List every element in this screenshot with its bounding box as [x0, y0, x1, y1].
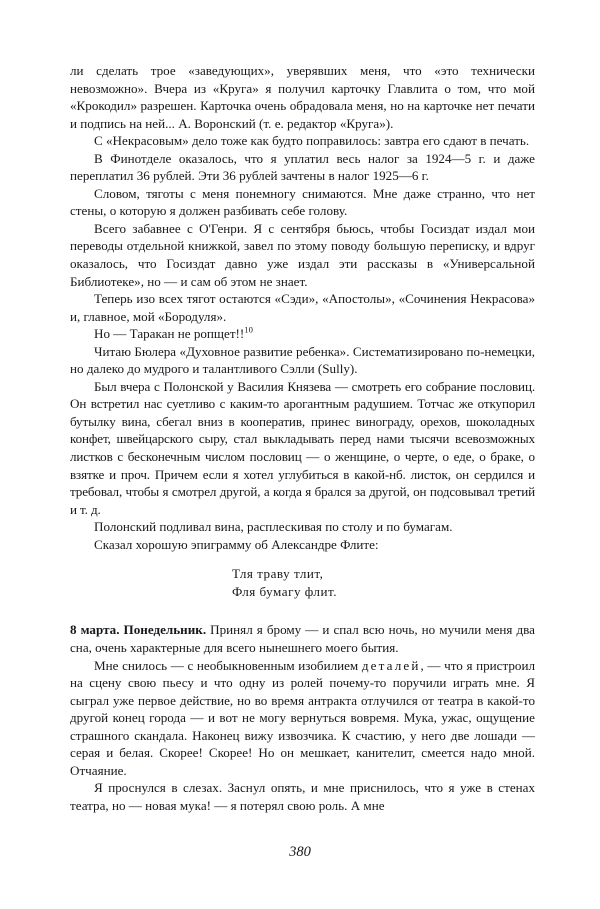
paragraph-knyazev: Был вчера с Полонской у Василия Князева — смотреть его собрание пословиц. Он встретил нас суетливо с каким-то арогантным радушием. Тотчас же откупорил бутылку вина, сбегал вниз в кооператив, принес винограду, орехов, шоколадных конфет, швейцарского сыру, стал выкладывать перед нами тысячи всевозможных листков с бесконечным числом пословиц — о женщине, о черте, о еде, о браке, о взятке и проч. Причем если я хотел углубиться в какой-нб. листок, он сердился и требовал, чтобы я смотрел другой, а когда я брался за другой, он подсовывал третий и т. д.: [70, 378, 535, 517]
entry-date-heading: 8 марта. Понедельник.: [70, 622, 207, 638]
paragraph-tarakan: [70, 325, 535, 343]
paragraph-tyagoty: Словом, тяготы с меня понемногу снимаются. Мне даже странно, что нет стены, о которую я должен разбивать себе голову.: [70, 185, 535, 219]
dream-text-after-emphasis: , — что я пристроил на сцену свою пьесу и что одну из ролей почему-то поручили играть мне. Я сыграл уже первое действие, но во время антракта отлучился от театра в какой-то другой конец города — и вот не могу вернуться вовремя. Мука, ужас, ощущение страшного скандала. Наконец вижу извозчика. К счастию, у него две лошади — серая и белая. Скорее! Скорее! Но он мешкает, канителит, смеется надо мной. Отчаяние.: [70, 657, 535, 778]
diary-entry-8-march: [70, 621, 535, 656]
page-text-block: [70, 62, 535, 814]
footnote-reference-10[interactable]: 10: [244, 324, 253, 335]
epigram-block: [70, 553, 535, 600]
epigram-line-1: Тля траву тлит,: [232, 566, 324, 582]
page-number: 380: [289, 844, 311, 860]
paragraph-zaveduyushchih: ли сделать трое «заведующих», уверявших меня, что «это технически невозможно». Вчера из «Круга» я получил карточку Главлита о том, что мой «Крокодил» разрешен. Карточка очень обрадовала меня, но на карточке нет печати и подпись на ней... А. Воронский (т. е. редактор «Круга»).: [70, 63, 535, 131]
paragraph-polonsky: Полонский подливал вина, расплескивая по столу и по бумагам.: [94, 519, 453, 535]
paragraph-prosnulsya: Я проснулся в слезах. Заснул опять, и мне приснилось, что я уже в стенах театра, но — новая мука! — я потерял свою роль. А мне: [70, 780, 535, 813]
paragraph-finotdel: В Финотделе оказалось, что я уплатил весь налог за 1924—5 г. и даже переплатил 36 рублей. Эти 36 рублей зачтены в налог 1925—6 г.: [70, 150, 535, 184]
paragraph-sedi: Теперь изо всех тягот остаются «Сэди», «Апостолы», «Сочинения Некрасова» и, главное, мой «Бородуля».: [70, 291, 535, 324]
paragraph-ogenri: Всего забавнее с О'Генри. Я с сентября бьюсь, чтобы Госиздат издал мои переводы отдельной книжкой, завел по этому поводу большую переписку, и вдруг оказалось, что Госиздат давно уже издал эти рассказы в «Универсальной Библиотеке», но — и сам об этом не знает.: [70, 220, 535, 289]
paragraph-byuler: Читаю Бюлера «Духовное развитие ребенка». Систематизировано по-немецки, но далеко до мудрого и талантливого Сэлли (Sully).: [70, 343, 535, 377]
entry-spacer: [70, 600, 535, 621]
dream-text-before-emphasis: Мне снилось — с необыкновенным изобилием: [94, 657, 362, 673]
epigram-line-2: Фля бумагу флит.: [232, 583, 337, 599]
paragraph-nekrasov: С «Некрасовым» дело тоже как будто поправилось: завтра его сдают в печать.: [94, 133, 530, 149]
paragraph-tarakan-text: Но — Таракан не ропщет!!: [94, 326, 245, 342]
paragraph-epigram-intro: Сказал хорошую эпиграмму об Александре Флите:: [94, 536, 379, 552]
emphasized-word-detalei: деталей: [361, 657, 421, 673]
entry-first-paragraph-text: Принял я брому — и спал всю ночь, но мучили меня два сна, очень характерные для всего нынешнего моего бытия.: [70, 622, 535, 655]
paragraph-dream-details: [70, 657, 535, 780]
